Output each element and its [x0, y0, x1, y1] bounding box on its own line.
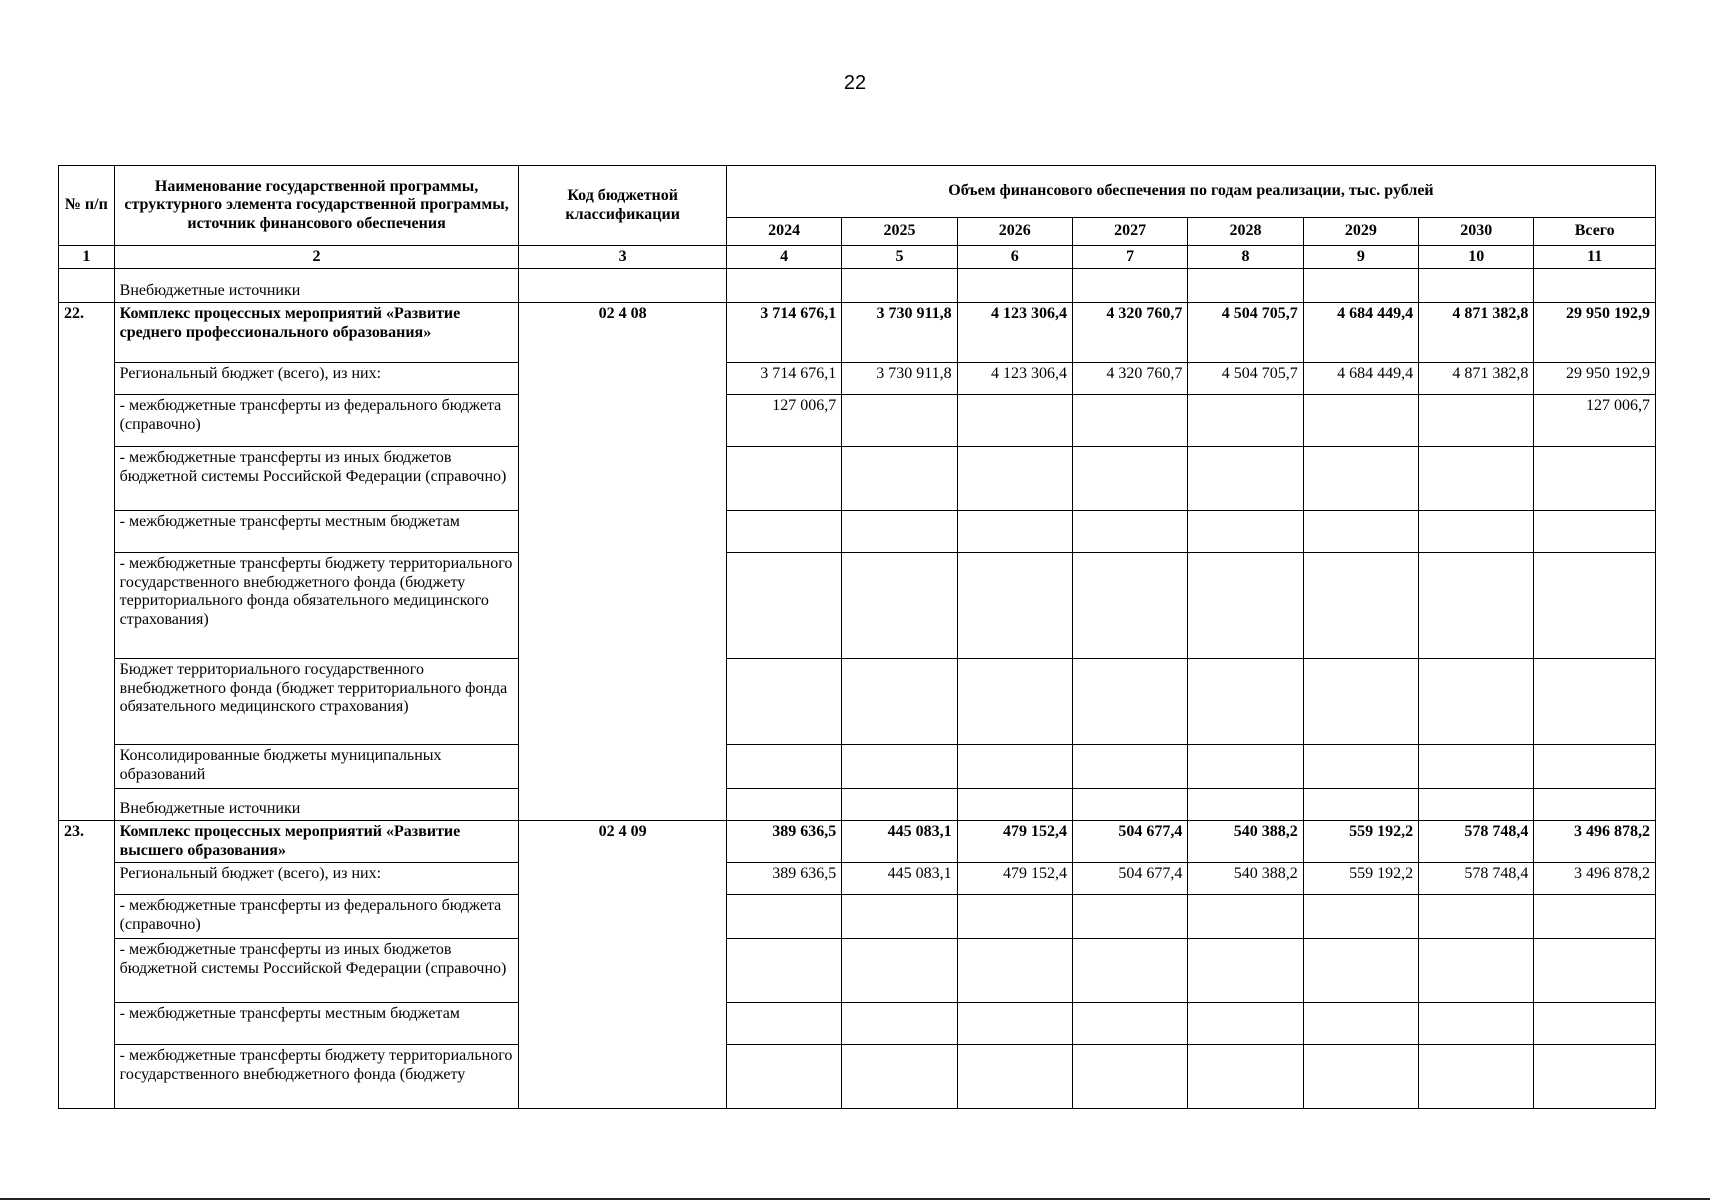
value-cell [1072, 789, 1187, 821]
value-cell [1419, 553, 1534, 659]
value-cell [842, 745, 957, 789]
value-cell [842, 1003, 957, 1045]
value-cell [1188, 447, 1303, 511]
row-name: - межбюджетные трансферты из федерального бюджета (справочно) [114, 895, 519, 939]
section-title: Комплекс процессных мероприятий «Развитие среднего профессионального образования» [114, 303, 519, 363]
value-cell [1534, 939, 1656, 1003]
value-cell [1072, 447, 1187, 511]
value-cell: 479 152,4 [957, 863, 1072, 895]
value-cell: 4 320 760,7 [1072, 363, 1187, 395]
value-cell [957, 939, 1072, 1003]
value-cell [1303, 395, 1418, 447]
value-cell [726, 553, 841, 659]
row-name: - межбюджетные трансферты из иных бюджетов бюджетной системы Российской Федерации (справочно) [114, 939, 519, 1003]
value-cell [957, 395, 1072, 447]
value-cell [1534, 659, 1656, 745]
value-cell [842, 895, 957, 939]
value-cell [842, 939, 957, 1003]
value-cell [1419, 1003, 1534, 1045]
header-name: Наименование государственной программы, структурного элемента государственной программы, источник финансового обеспечения [114, 166, 519, 246]
header-code: Код бюджетной классификации [519, 166, 726, 246]
value-cell: 559 192,2 [1303, 863, 1418, 895]
table-row [59, 511, 1656, 553]
value-cell [1303, 1045, 1418, 1109]
header-year: 2030 [1419, 218, 1534, 246]
value-cell: 540 388,2 [1188, 821, 1303, 863]
value-cell [957, 511, 1072, 553]
table-row [59, 1003, 1656, 1045]
section-row [59, 303, 1656, 363]
table-row [59, 447, 1656, 511]
value-cell: 578 748,4 [1419, 863, 1534, 895]
value-cell [842, 395, 957, 447]
value-cell [1303, 895, 1418, 939]
value-cell [1303, 553, 1418, 659]
section-no: 22. [59, 303, 115, 821]
section-code: 02 4 09 [519, 821, 726, 1109]
table-row [59, 895, 1656, 939]
value-cell [957, 447, 1072, 511]
header-year: 2025 [842, 218, 957, 246]
col-number: 11 [1534, 246, 1656, 269]
table-row [59, 553, 1656, 659]
value-cell [1188, 745, 1303, 789]
row-name: Региональный бюджет (всего), из них: [114, 363, 519, 395]
section-title: Комплекс процессных мероприятий «Развитие высшего образования» [114, 821, 519, 863]
col-number: 3 [519, 246, 726, 269]
value-cell [726, 447, 841, 511]
value-cell [726, 1003, 841, 1045]
value-cell [1303, 745, 1418, 789]
value-cell: 4 684 449,4 [1303, 363, 1418, 395]
value-cell: 3 730 911,8 [842, 303, 957, 363]
value-cell [1534, 553, 1656, 659]
header-total: Всего [1534, 218, 1656, 246]
value-cell: 3 730 911,8 [842, 363, 957, 395]
value-cell [957, 659, 1072, 745]
table-row [59, 863, 1656, 895]
table-row [59, 1045, 1656, 1109]
header-no: № п/п [59, 166, 115, 246]
row-no [59, 269, 115, 303]
col-number: 4 [726, 246, 841, 269]
value-cell: 4 871 382,8 [1419, 303, 1534, 363]
header-year: 2024 [726, 218, 841, 246]
value-cell [842, 1045, 957, 1109]
value-cell [1188, 659, 1303, 745]
value-cell [726, 745, 841, 789]
row-name: Консолидированные бюджеты муниципальных образований [114, 745, 519, 789]
value-cell: 559 192,2 [1303, 821, 1418, 863]
value-cell: 29 950 192,9 [1534, 303, 1656, 363]
value-cell [726, 939, 841, 1003]
value-cell: 3 496 878,2 [1534, 863, 1656, 895]
value-cell [1188, 939, 1303, 1003]
value-cell [1534, 1003, 1656, 1045]
value-cell: 3 714 676,1 [726, 363, 841, 395]
value-cell [1534, 447, 1656, 511]
col-number: 6 [957, 246, 1072, 269]
value-cell [1072, 1045, 1187, 1109]
value-cell [1072, 511, 1187, 553]
value-cell [1188, 395, 1303, 447]
col-number: 5 [842, 246, 957, 269]
header-volume: Объем финансового обеспечения по годам реализации, тыс. рублей [726, 166, 1655, 218]
table-row [59, 395, 1656, 447]
table-row [59, 745, 1656, 789]
value-cell [1303, 447, 1418, 511]
header-year: 2028 [1188, 218, 1303, 246]
value-cell: 29 950 192,9 [1534, 363, 1656, 395]
row-name: Внебюджетные источники [114, 269, 519, 303]
value-cell [1419, 659, 1534, 745]
value-cell: 4 504 705,7 [1188, 363, 1303, 395]
value-cell [1303, 1003, 1418, 1045]
budget-table [58, 165, 1656, 1109]
row-name: - межбюджетные трансферты бюджету территориального государственного внебюджетного фонда (бюджету территориального фонда обязательного медицинского страхования) [114, 553, 519, 659]
value-cell [726, 789, 841, 821]
row-code [519, 269, 726, 303]
value-cell [726, 659, 841, 745]
value-cell: 3 714 676,1 [726, 303, 841, 363]
value-cell [1072, 745, 1187, 789]
value-cell: 504 677,4 [1072, 863, 1187, 895]
table-row [59, 939, 1656, 1003]
value-cell [726, 895, 841, 939]
value-cell [1303, 789, 1418, 821]
table-row [59, 659, 1656, 745]
value-cell: 445 083,1 [842, 863, 957, 895]
value-cell [842, 659, 957, 745]
value-cell [842, 789, 957, 821]
row-name: - межбюджетные трансферты из иных бюджетов бюджетной системы Российской Федерации (справочно) [114, 447, 519, 511]
row-name: Бюджет территориального государственного внебюджетного фонда (бюджет территориального фонда обязательного медицинского страхования) [114, 659, 519, 745]
page-number: 22 [843, 72, 867, 94]
value-cell [1534, 895, 1656, 939]
value-cell: 4 684 449,4 [1303, 303, 1418, 363]
value-cell [957, 1003, 1072, 1045]
value-cell [1188, 895, 1303, 939]
value-cell: 540 388,2 [1188, 863, 1303, 895]
value-cell: 4 123 306,4 [957, 303, 1072, 363]
value-cell: 4 504 705,7 [1188, 303, 1303, 363]
value-cell [1534, 1045, 1656, 1109]
value-cell: 127 006,7 [1534, 395, 1656, 447]
section-row [59, 821, 1656, 863]
value-cell: 504 677,4 [1072, 821, 1187, 863]
value-cell: 127 006,7 [726, 395, 841, 447]
col-number: 1 [59, 246, 115, 269]
value-cell [957, 1045, 1072, 1109]
col-number: 7 [1072, 246, 1187, 269]
value-cell [1188, 553, 1303, 659]
row-name: - межбюджетные трансферты из федерального бюджета (справочно) [114, 395, 519, 447]
col-number: 2 [114, 246, 519, 269]
value-cell [1419, 789, 1534, 821]
value-cell [1188, 511, 1303, 553]
value-cell [842, 553, 957, 659]
row-name: - межбюджетные трансферты местным бюджетам [114, 511, 519, 553]
value-cell [957, 789, 1072, 821]
value-cell [1188, 1003, 1303, 1045]
table-row [59, 363, 1656, 395]
header-year: 2027 [1072, 218, 1187, 246]
value-cell: 4 123 306,4 [957, 363, 1072, 395]
row-name: - межбюджетные трансферты бюджету территориального государственного внебюджетного фонда (бюджету [114, 1045, 519, 1109]
col-number: 8 [1188, 246, 1303, 269]
value-cell: 578 748,4 [1419, 821, 1534, 863]
value-cell [842, 511, 957, 553]
row-name: - межбюджетные трансферты местным бюджетам [114, 1003, 519, 1045]
value-cell [957, 553, 1072, 659]
value-cell: 445 083,1 [842, 821, 957, 863]
value-cell [1419, 895, 1534, 939]
value-cell [1072, 939, 1187, 1003]
value-cell: 4 871 382,8 [1419, 363, 1534, 395]
value-cell [726, 1045, 841, 1109]
row-name: Региональный бюджет (всего), из них: [114, 863, 519, 895]
value-cell [1072, 1003, 1187, 1045]
value-cell [1072, 895, 1187, 939]
value-cell [1534, 789, 1656, 821]
value-cell [1419, 395, 1534, 447]
value-cell [957, 745, 1072, 789]
value-cell [1419, 939, 1534, 1003]
value-cell [1419, 1045, 1534, 1109]
value-cell [1072, 395, 1187, 447]
value-cell [1534, 511, 1656, 553]
value-cell [726, 511, 841, 553]
value-cell: 479 152,4 [957, 821, 1072, 863]
value-cell: 389 636,5 [726, 863, 841, 895]
section-code: 02 4 08 [519, 303, 726, 821]
value-cell [1303, 511, 1418, 553]
value-cell [1534, 745, 1656, 789]
value-cell: 4 320 760,7 [1072, 303, 1187, 363]
value-cell [1188, 1045, 1303, 1109]
value-cell [1188, 789, 1303, 821]
value-cell [842, 447, 957, 511]
value-cell: 3 496 878,2 [1534, 821, 1656, 863]
col-number: 9 [1303, 246, 1418, 269]
value-cell [1419, 745, 1534, 789]
value-cell [1072, 659, 1187, 745]
header-year: 2026 [957, 218, 1072, 246]
row-name: Внебюджетные источники [114, 789, 519, 821]
col-number: 10 [1419, 246, 1534, 269]
value-cell [1072, 553, 1187, 659]
value-cell [957, 895, 1072, 939]
header-year: 2029 [1303, 218, 1418, 246]
table-row [59, 789, 1656, 821]
value-cell [1303, 659, 1418, 745]
value-cell [1419, 447, 1534, 511]
section-no: 23. [59, 821, 115, 1109]
value-cell [1419, 511, 1534, 553]
value-cell: 389 636,5 [726, 821, 841, 863]
value-cell [1303, 939, 1418, 1003]
